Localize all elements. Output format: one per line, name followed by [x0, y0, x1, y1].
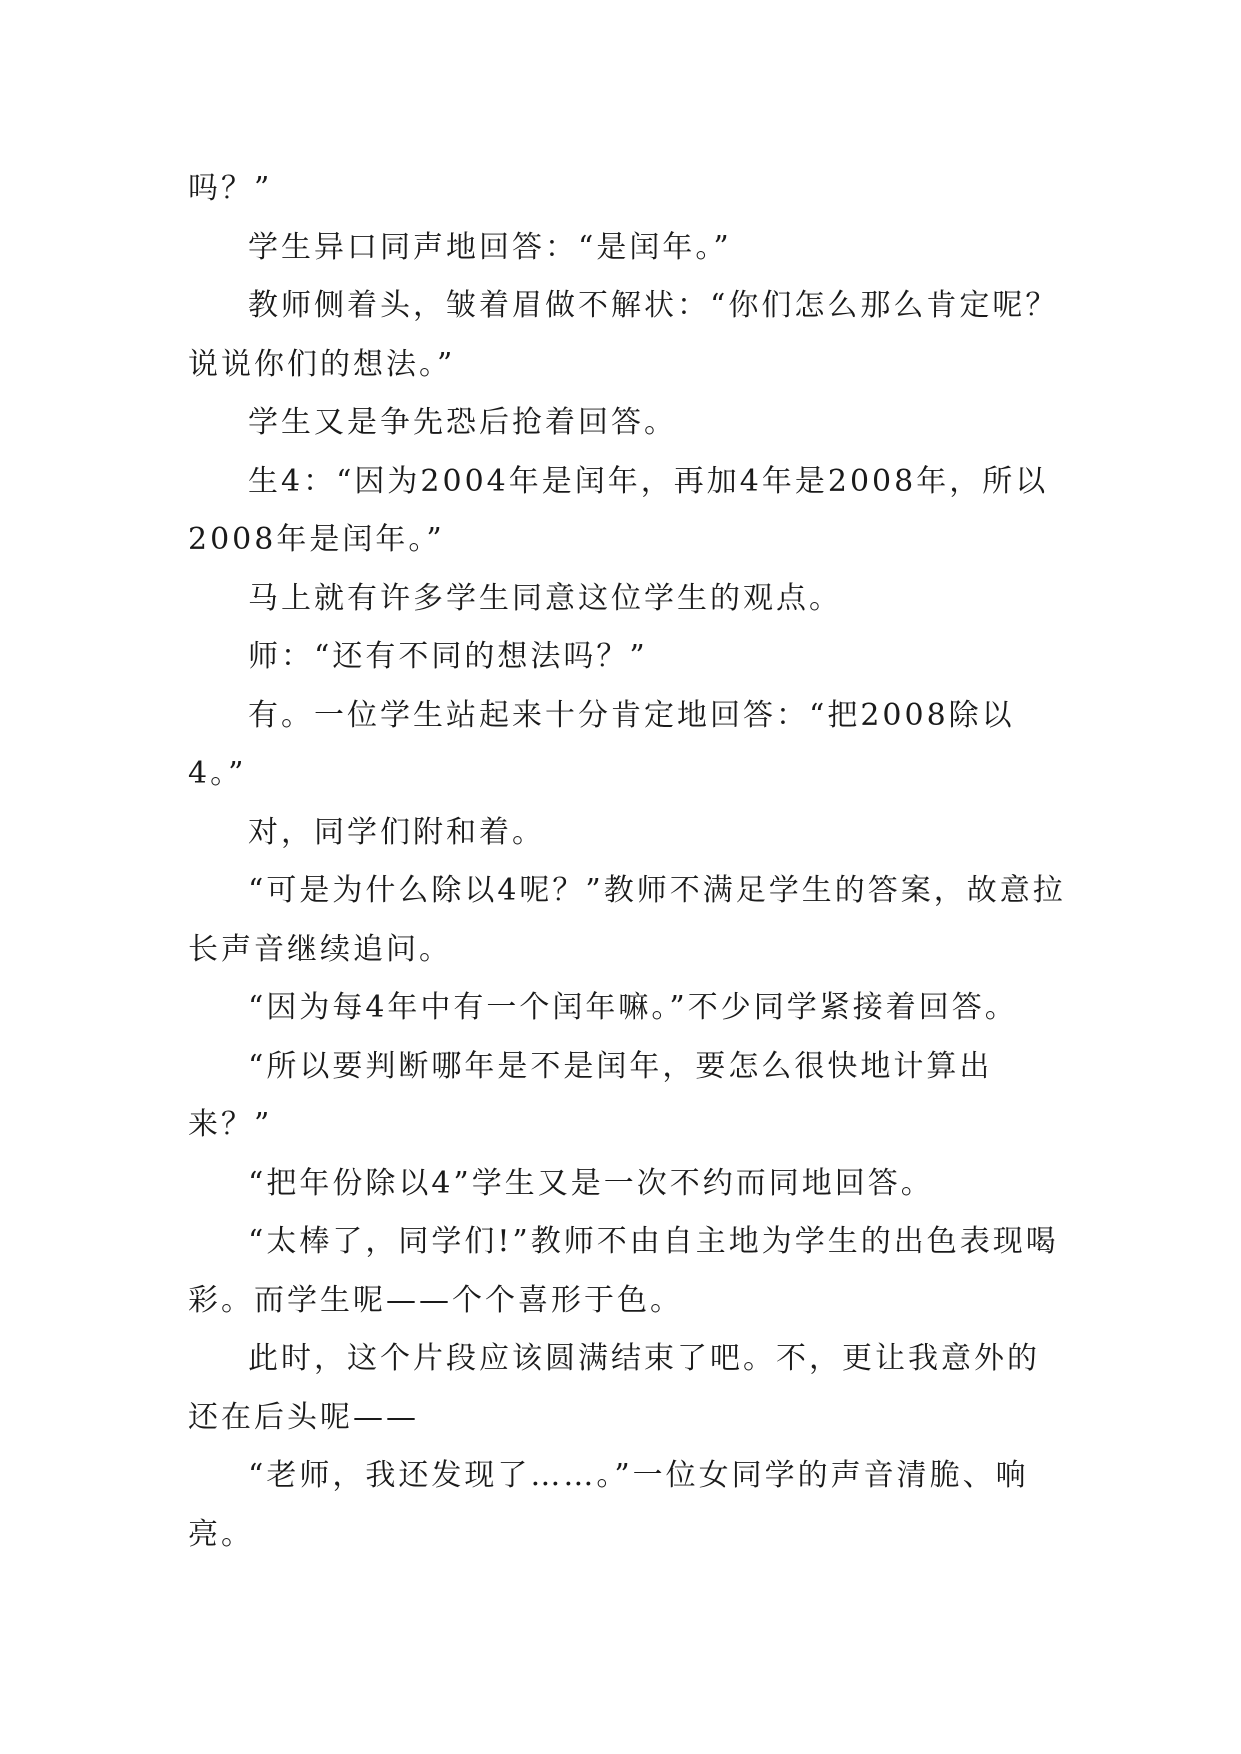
paragraph: 生4：“因为2004年是闰年，再加4年是2008年，所以2008年是闰年。”: [188, 463, 1049, 557]
paragraph: “可是为什么除以4呢？”教师不满足学生的答案，故意拉长声音继续追问。: [188, 873, 1066, 967]
paragraph: 马上就有许多学生同意这位学生的观点。: [248, 580, 842, 616]
document-body: [188, 160, 1068, 1564]
paragraph: 此时，这个片段应该圆满结束了吧。不，更让我意外的还在后头呢——: [188, 1341, 1040, 1435]
paragraph: “太棒了，同学们!”教师不由自主地为学生的出色表现喝彩。而学生呢——个个喜形于色。: [188, 1224, 1059, 1318]
paragraph: “所以要判断哪年是不是闰年，要怎么很快地计算出来？”: [188, 1048, 993, 1142]
paragraph: “因为每4年中有一个闰年嘛。”不少同学紧接着回答。: [248, 990, 1018, 1025]
paragraph: 有。一位学生站起来十分肯定地回答：“把2008除以4。”: [188, 697, 1015, 791]
paragraph: 对，同学们附和着。: [248, 814, 545, 850]
paragraph: 教师侧着头，皱着眉做不解状：“你们怎么那么肯定呢？说说你们的想法。”: [188, 288, 1059, 382]
paragraph: 学生又是争先恐后抢着回答。: [248, 405, 677, 440]
paragraph: 吗？”: [188, 171, 273, 206]
paragraph: “老师，我还发现了……。”一位女同学的声音清脆、响亮。: [188, 1458, 1029, 1552]
paragraph: “把年份除以4”学生又是一次不约而同地回答。: [248, 1165, 934, 1201]
paragraph: 师：“还有不同的想法吗？”: [248, 639, 648, 674]
paragraph: 学生异口同声地回答：“是闰年。”: [248, 229, 732, 265]
